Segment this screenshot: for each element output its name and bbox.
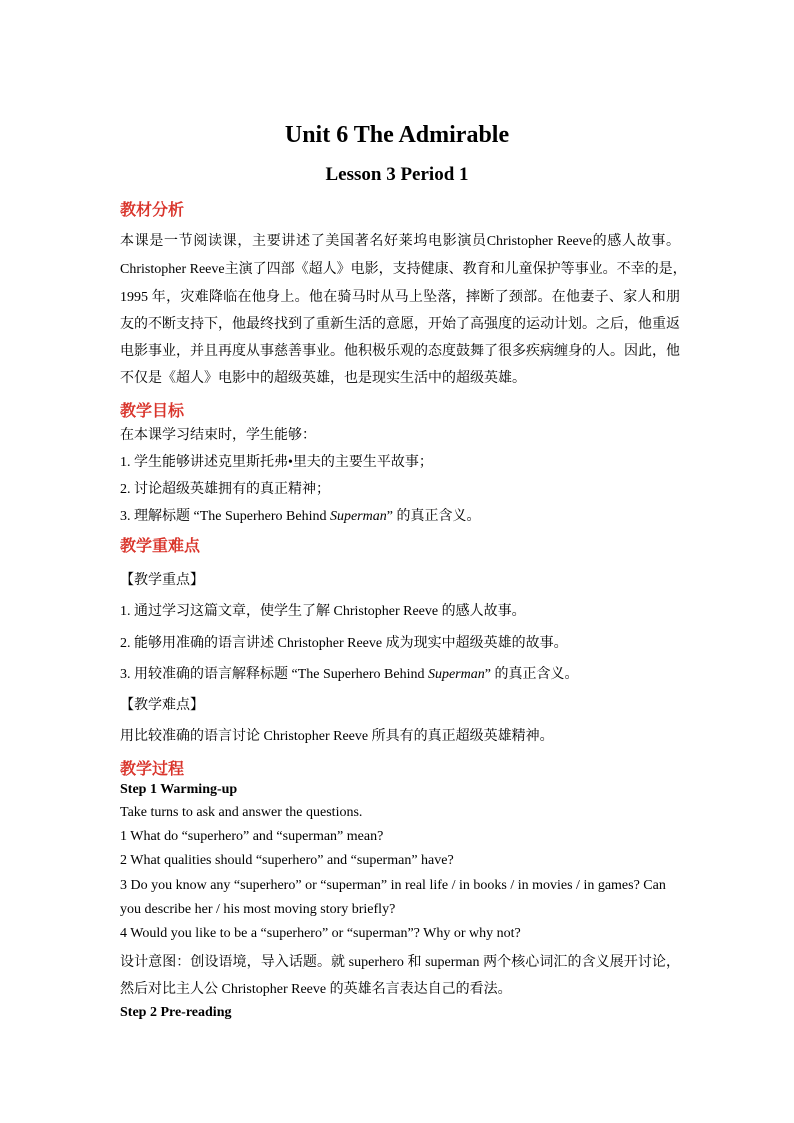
focus-item-italic: Superman [427, 667, 485, 682]
question-item: 2 What qualities should “superhero” and “superman” have? [120, 853, 454, 868]
focus-item: 1. 通过学习这篇文章，使学生了解 Christopher Reeve 的感人故事。 [120, 604, 526, 619]
question-item: 4 Would you like to be a “superhero” or “superman”? Why or why not? [120, 926, 521, 941]
step-title: Step 2 Pre-reading [120, 1005, 232, 1020]
analysis-line: 1995 年，灾难降临在他身上。他在骑马时从马上坠落，摔断了颈部。在他妻子、家人和朋 [120, 290, 680, 305]
objective-item: 2. 讨论超级英雄拥有的真正精神； [120, 482, 330, 497]
section-heading-objectives: 教学目标 [120, 401, 185, 420]
difficulty-label: 【教学难点】 [120, 698, 204, 713]
focus-item-text: 3. 用较准确的语言解释标题 “The Superhero Behind [120, 667, 428, 682]
focus-item: 2. 能够用准确的语言讲述 Christopher Reeve 成为现实中超级英雄的故事。 [120, 636, 568, 651]
step-title: Step 1 Warming-up [120, 782, 238, 797]
section-heading-analysis: 教材分析 [120, 200, 185, 219]
analysis-line: 友的不断支持下，他最终找到了重新生活的意愿，开始了高强度的运动计划。之后，他重返 [120, 317, 680, 332]
objective-item-italic: Superman [329, 509, 387, 524]
page-title: Unit 6 The Admirable [284, 122, 510, 148]
question-item: 3 Do you know any “superhero” or “superman” in real life / in books / in movies / in games? Can [120, 878, 666, 893]
analysis-line: 电影事业，并且再度从事慈善事业。他积极乐观的态度鼓舞了很多疾病缠身的人。因此，他 [120, 344, 680, 359]
analysis-line: 本课是一节阅读课，主要讲述了美国著名好莱坞电影演员Christopher Reeve的感人故事。 [120, 234, 680, 249]
step-intro: Take turns to ask and answer the questions. [120, 805, 363, 820]
design-intent-line: 然后对比主人公 Christopher Reeve 的英雄名言表达自己的看法。 [120, 982, 512, 997]
page-subtitle: Lesson 3 Period 1 [325, 164, 469, 185]
design-intent-line: 设计意图：创设语境，导入话题。就 superhero 和 superman 两个核心词汇的含义展开讨论， [120, 955, 680, 970]
section-heading-key-points: 教学重难点 [120, 536, 201, 555]
objective-item-text: ” 的真正含义。 [386, 509, 481, 524]
analysis-line: Christopher Reeve主演了四部《超人》电影，支持健康、教育和儿童保护等事业。不幸的是， [120, 262, 687, 277]
section-heading-process: 教学过程 [120, 759, 185, 778]
focus-item-text: ” 的真正含义。 [484, 667, 579, 682]
focus-item [120, 663, 680, 683]
difficulty-text: 用比较准确的语言讨论 Christopher Reeve 所具有的真正超级英雄精神。 [120, 729, 554, 744]
objectives-intro: 在本课学习结束时，学生能够： [120, 428, 316, 443]
analysis-line: 不仅是《超人》电影中的超级英雄，也是现实生活中的超级英雄。 [120, 371, 526, 386]
focus-label: 【教学重点】 [120, 573, 204, 588]
objective-item [120, 505, 680, 525]
objective-item: 1. 学生能够讲述克里斯托弗•里夫的主要生平故事； [120, 455, 433, 470]
question-item-continued: you describe her / his most moving story briefly? [120, 902, 396, 917]
objective-item-text: 3. 理解标题 “The Superhero Behind [120, 509, 330, 524]
question-item: 1 What do “superhero” and “superman” mean? [120, 829, 384, 844]
